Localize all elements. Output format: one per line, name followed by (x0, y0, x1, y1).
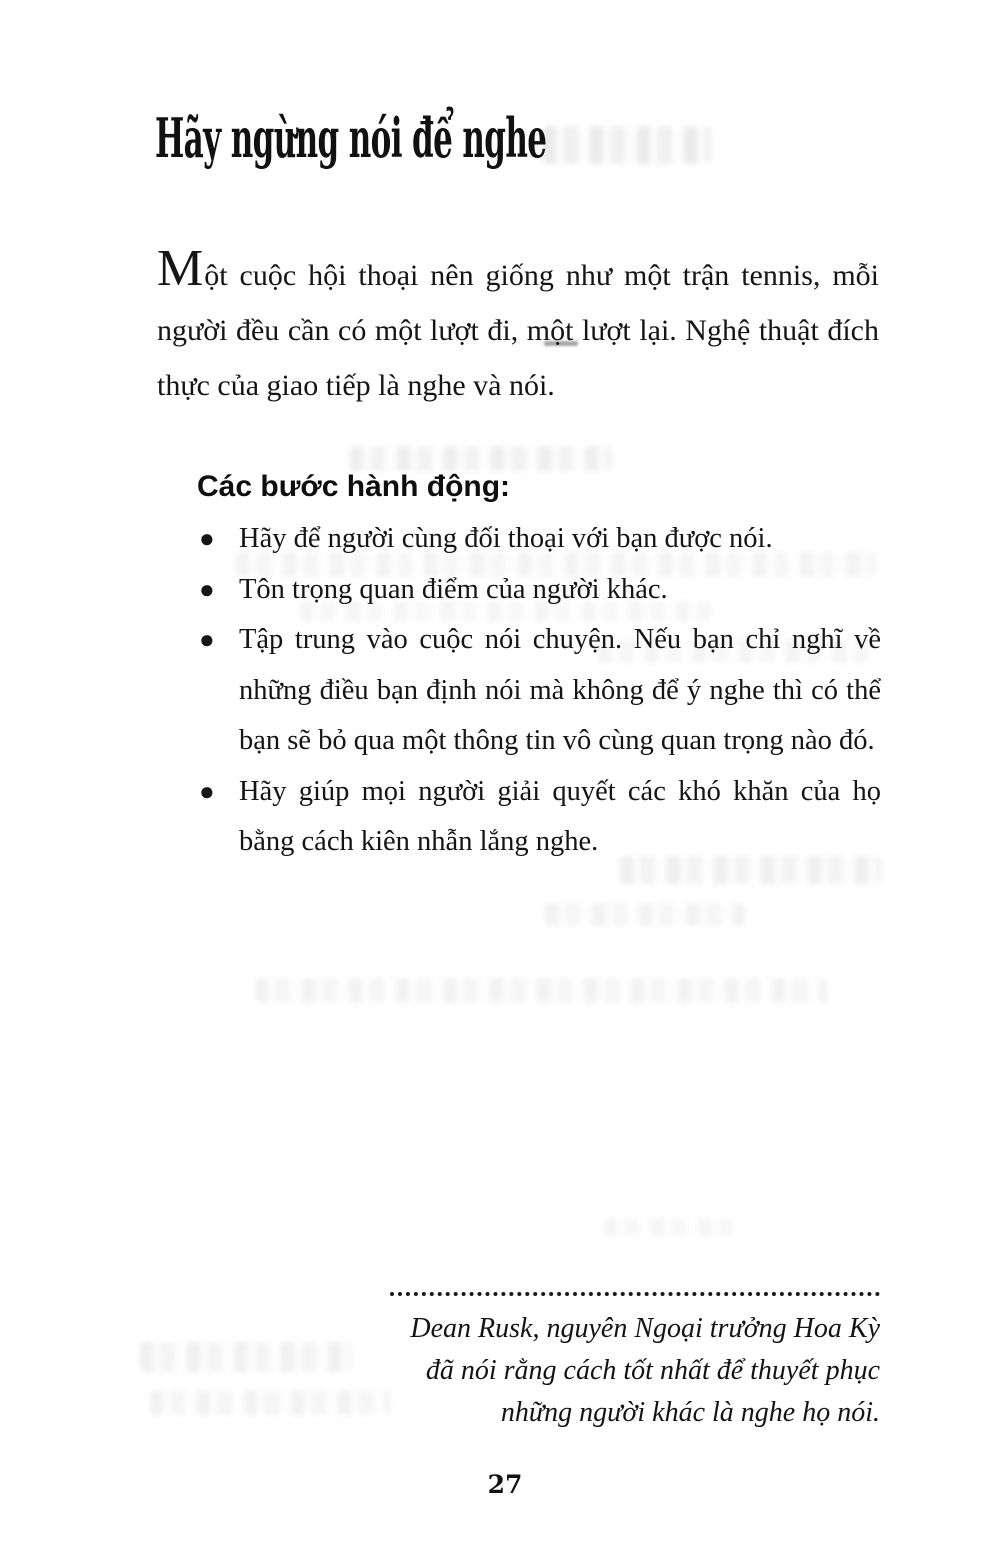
action-step-item (197, 514, 881, 565)
intro-dropcap: M (157, 240, 205, 297)
footer-quote (390, 1292, 880, 1434)
bullet-icon: ● (199, 524, 215, 553)
bleed-through-artifact (545, 903, 745, 926)
intro-text: ột cuộc hội thoại nên giống như một trận tennis, mỗi người đều cần có một lượt đi, một lượt lại. Nghệ thuật đích thực của giao tiếp là nghe và nói. (157, 259, 879, 402)
action-step-text: Hãy giúp mọi người giải quyết các khó khăn của họ bằng cách kiên nhẫn lắng nghe. (239, 775, 881, 857)
quote-line: những người khác là nghe họ nói. (500, 1397, 880, 1428)
bleed-through-artifact (140, 1342, 352, 1372)
intro-paragraph (157, 240, 879, 413)
chapter-title: Hãy ngừng nói để nghe (155, 106, 547, 170)
quote-line: Dean Rusk, nguyên Ngoại trưởng Hoa Kỳ (410, 1313, 880, 1344)
action-step-item (197, 565, 881, 616)
bleed-through-artifact (350, 446, 612, 471)
action-step-text: Tập trung vào cuộc nói chuyện. Nếu bạn chỉ nghĩ về những điều bạn định nói mà không để ý nghe thì có thể bạn sẽ bỏ qua một thông tin vô cùng quan trọng nào đó. (239, 624, 881, 756)
bullet-icon: ● (199, 776, 215, 806)
bleed-through-artifact (255, 978, 827, 1003)
bleed-through-artifact (543, 126, 711, 164)
action-step-text: Hãy để người cùng đối thoại với bạn được nói. (239, 523, 773, 554)
action-step-text: Tôn trọng quan điểm của người khác. (239, 573, 668, 605)
bullet-icon: ● (199, 574, 215, 604)
action-step-item (197, 767, 881, 868)
action-steps-list (197, 514, 881, 868)
page-number: 27 (487, 1470, 523, 1499)
action-steps-heading: Các bước hành động: (197, 470, 511, 503)
bleed-through-artifact (604, 1218, 736, 1237)
quote-line: đã nói rằng cách tốt nhất để thuyết phục (425, 1355, 880, 1386)
bullet-icon: ● (199, 625, 215, 654)
action-step-item (197, 615, 881, 767)
bleed-through-artifact (150, 1390, 390, 1415)
